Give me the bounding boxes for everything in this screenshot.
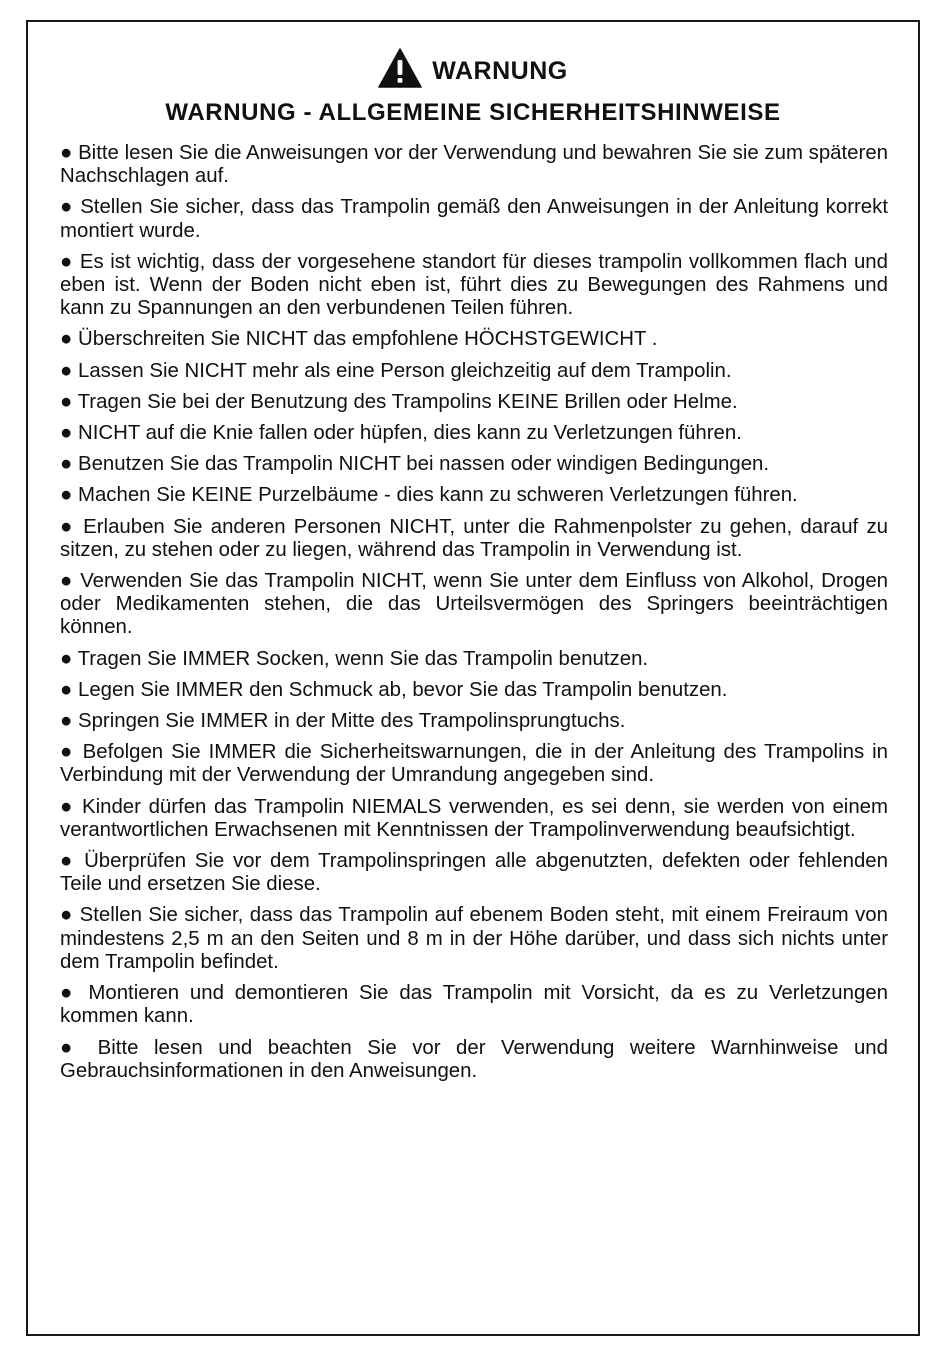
safety-item: ● Benutzen Sie das Trampolin NICHT bei nassen oder windigen Bedingungen. [60, 453, 770, 476]
warning-title-row [28, 44, 918, 88]
warning-header [28, 44, 918, 128]
safety-item: ● NICHT auf die Knie fallen oder hüpfen, dies kann zu Verletzungen führen. [60, 422, 742, 445]
safety-item: ● Verwenden Sie das Trampolin NICHT, wenn Sie unter dem Einfluss von Alkohol, Drogen oder Medikamenten stehen, die das Urteilsvermögen des Springers beeinträchtigen können. [60, 570, 888, 639]
safety-instructions-list [60, 142, 888, 1091]
safety-item: ● Befolgen Sie IMMER die Sicherheitswarnungen, die in der Anleitung des Trampolins in Verbindung mit der Verwendung der Umrandung angegeben sind. [60, 741, 888, 787]
safety-item: ● Machen Sie KEINE Purzelbäume - dies kann zu schweren Verletzungen führen. [60, 484, 798, 507]
safety-item: ● Springen Sie IMMER in der Mitte des Trampolinsprungtuchs. [60, 710, 626, 733]
safety-item: ● Montieren und demontieren Sie das Trampolin mit Vorsicht, da es zu Verletzungen kommen kann. [60, 982, 888, 1028]
safety-item: ● Tragen Sie IMMER Socken, wenn Sie das Trampolin benutzen. [60, 647, 649, 670]
safety-item: ● Tragen Sie bei der Benutzung des Trampolins KEINE Brillen oder Helme. [60, 390, 738, 413]
safety-item: ● Legen Sie IMMER den Schmuck ab, bevor Sie das Trampolin benutzen. [60, 678, 728, 701]
safety-item: ● Bitte lesen und beachten Sie vor der Verwendung weitere Warnhinweise und Gebrauchsinformationen in den Anweisungen. [60, 1036, 888, 1082]
safety-item: ● Es ist wichtig, dass der vorgesehene standort für dieses trampolin vollkommen flach und eben ist. Wenn der Boden nicht eben ist, führt dies zu Bewegungen des Rahmens und kann zu Spannungen an den verbundenen Teilen führen. [60, 250, 888, 320]
safety-item: ● Stellen Sie sicher, dass das Trampolin auf ebenem Boden steht, mit einem Freiraum von mindestens 2,5 m an den Seiten und 8 m in der Höhe darüber, und dass sich nichts unter dem Trampolin befindet. [60, 904, 888, 973]
safety-item: ● Stellen Sie sicher, dass das Trampolin gemäß den Anweisungen in der Anleitung korrekt montiert wurde. [60, 196, 888, 242]
document-frame [26, 20, 920, 1336]
warning-label: WARNUNG [432, 57, 568, 85]
safety-item: ● Erlauben Sie anderen Personen NICHT, unter die Rahmenpolster zu gehen, darauf zu sitzen, zu stehen oder zu liegen, während das Trampolin in Verwendung ist. [60, 515, 888, 561]
safety-item: ● Lassen Sie NICHT mehr als eine Person gleichzeitig auf dem Trampolin. [60, 359, 732, 382]
document-title: WARNUNG - ALLGEMEINE SICHERHEITSHINWEISE [165, 99, 781, 126]
warning-triangle-icon [378, 48, 422, 88]
safety-item: ● Überschreiten Sie NICHT das empfohlene HÖCHSTGEWICHT . [60, 328, 658, 351]
safety-item: ● Überprüfen Sie vor dem Trampolinspringen alle abgenutzten, defekten oder fehlenden Teile und ersetzen Sie diese. [60, 850, 888, 896]
safety-item: ● Bitte lesen Sie die Anweisungen vor der Verwendung und bewahren Sie sie zum späteren Nachschlagen auf. [60, 142, 888, 188]
safety-item: ● Kinder dürfen das Trampolin NIEMALS verwenden, es sei denn, sie werden von einem verantwortlichen Erwachsenen mit Kenntnissen der Trampolinverwendung beaufsichtigt. [60, 795, 888, 841]
